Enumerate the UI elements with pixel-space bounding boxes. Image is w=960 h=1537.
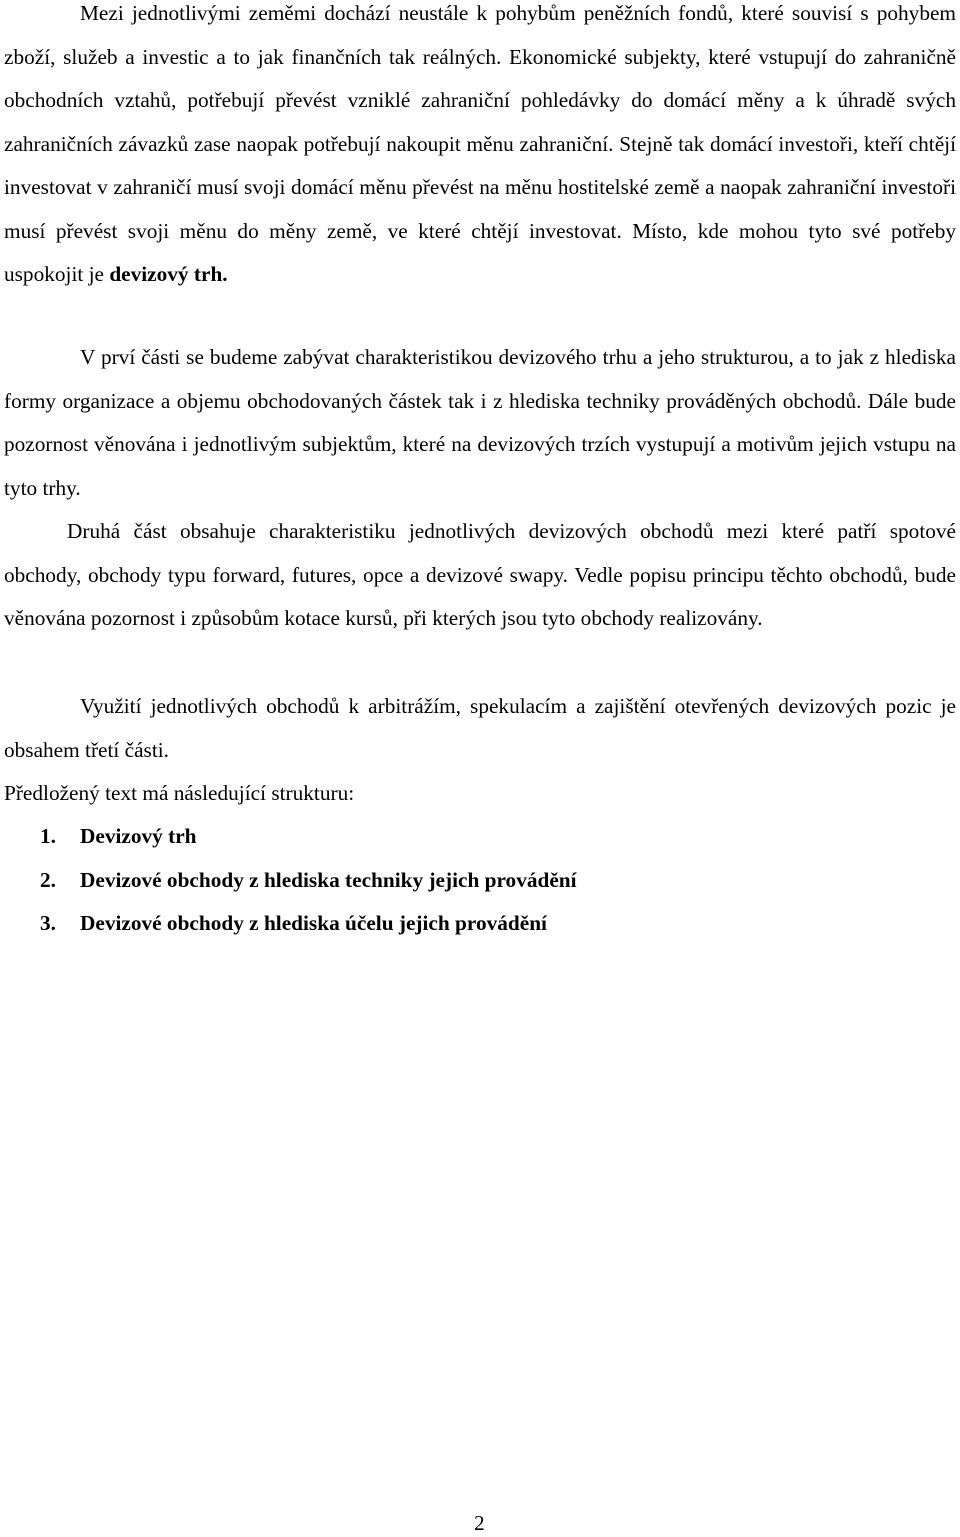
outline-item xyxy=(40,815,577,859)
outline-item-number: 3. xyxy=(40,911,56,935)
page-number: 2 xyxy=(474,1511,485,1535)
intro-paragraph xyxy=(4,0,956,297)
outline-item xyxy=(40,902,577,946)
part-three-paragraph: Využití jednotlivých obchodů k arbitrážím, spekulacím a zajištění otevřených devizových pozic je obsahem třetí části. xyxy=(4,694,956,762)
intro-paragraph-text: Mezi jednotlivými zeměmi dochází neustále k pohybům peněžních fondů, které souvisí s pohybem zboží, služeb a investic a to jak finančních tak reálných. Ekonomické subjekty, které vstupují do zahraničně obchodních vztahů, potřebují převést vzniklé zahraniční pohledávky do domácí měny a k úhradě svých zahraničních závazků zase naopak potřebují nakoupit měnu zahraniční. Stejně tak domácí investoři, kteří chtějí investovat v zahraničí musí svoji domácí měnu převést na měnu hostitelské země a naopak zahraniční investoři musí převést svoji měnu do měny země, ve které chtějí investovat. Místo, kde mohou tyto své potřeby uspokojit je xyxy=(4,1,956,286)
outline-item xyxy=(40,859,577,903)
outline-item-title: Devizové obchody z hlediska techniky jejich provádění xyxy=(80,867,577,892)
structure-intro: Předložený text má následující strukturu: xyxy=(4,781,355,805)
part-two-paragraph: Druhá část obsahuje charakteristiku jednotlivých devizových obchodů mezi které patří spotové obchody, obchody typu forward, futures, opce a devizové swapy. Vedle popisu principu těchto obchodů, bude věnována pozornost i způsobům kotace kursů, při kterých jsou tyto obchody realizovány. xyxy=(4,519,956,630)
devizovy-trh-term: devizový trh. xyxy=(109,262,228,286)
document-page xyxy=(4,0,956,1537)
part-one-paragraph: V prví části se budeme zabývat charakteristikou devizového trhu a jeho strukturou, a to jak z hlediska formy organizace a objemu obchodovaných částek tak i z hlediska techniky prováděných obchodů. Dále bude pozornost věnována i jednotlivým subjektům, které na devizových trzích vystupují a motivům jejich vstupu na tyto trhy. xyxy=(4,345,956,500)
outline-item-number: 2. xyxy=(40,867,56,892)
structure-outline xyxy=(40,815,577,946)
outline-item-number: 1. xyxy=(40,824,56,848)
outline-item-title: Devizové obchody z hlediska účelu jejich provádění xyxy=(80,911,547,935)
outline-item-title: Devizový trh xyxy=(80,824,197,848)
